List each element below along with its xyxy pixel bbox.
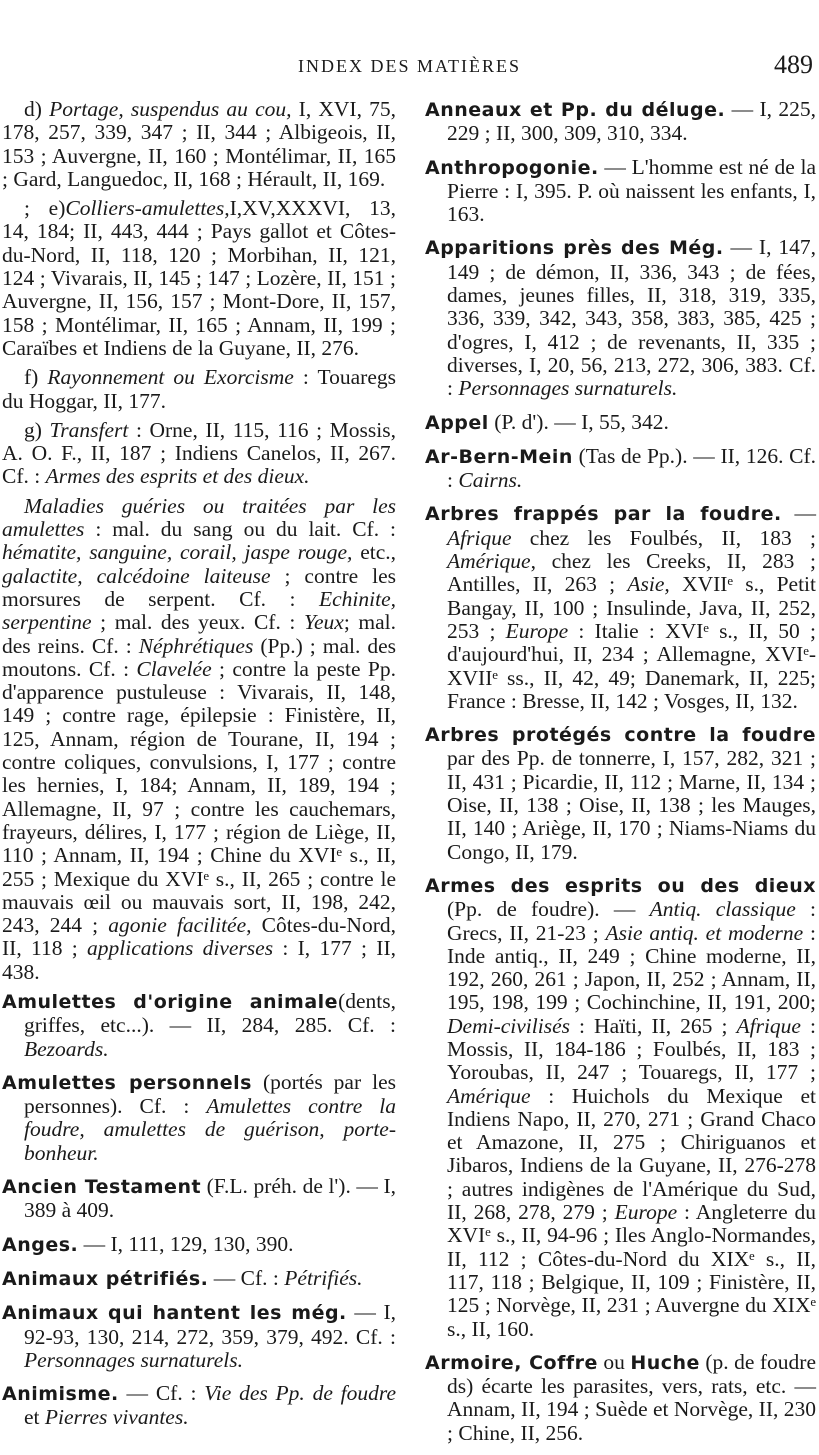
index-entry: Arbres frappés par la foudre. — Afrique chez les Foulbés, II, 183 ; Amérique, chez les Creeks, II, 283 ; Antilles, II, 263 ; Asie, XVIIᵉ s., Petit Bangay, II, 100 ; Insulinde, Java, II, 252, 253 ; Europe : Italie : XVIᵉ s., II, 50 ; d'aujourd'hui, II, 234 ; Allemagne, XVIᵉ-XVIIᵉ ss., II, 42, 49; Danemark, II, 225; France : Bresse, II, 142 ; Vosges, II, 132.	[425, 501, 817, 713]
running-title: INDEX DES MATIÈRES	[298, 56, 521, 76]
subentry-rayonnement: f) Rayonnement ou Exorcisme : Touaregs du Hoggar, II, 177.	[2, 365, 396, 413]
index-entry: Amulettes personnels (portés par les personnes). Cf. : Amulettes contre la foudre, amulettes de guérison, porte-bonheur.	[2, 1069, 396, 1165]
page-number: 489	[774, 50, 813, 79]
right-column	[425, 98, 816, 1455]
index-entry: Ancien Testament (F.L. préh. de l'). — I, 389 à 409.	[2, 1174, 396, 1223]
subentry-portage: d) Portage, suspendus au cou, I, XVI, 75, 178, 257, 339, 347 ; II, 344 ; Albigeois, II, 153 ; Auvergne, II, 160 ; Montélimar, II, 165 ; Gard, Languedoc, II, 168 ; Hérault, II, 169.	[2, 97, 396, 191]
index-entry: Anneaux et Pp. du déluge. — I, 225, 229 ; II, 300, 309, 310, 334.	[425, 97, 816, 146]
left-column	[2, 98, 396, 1440]
index-entry: Apparitions près des Még. — I, 147, 149 ; de démon, II, 336, 343 ; de fées, dames, jeunes filles, II, 318, 319, 335, 336, 339, 342, 343, 358, 383, 385, 425 ; d'ogres, I, 412 ; de revenants, II, 335 ; diverses, I, 20, 56, 213, 272, 306, 383. Cf. : Personnages surnaturels.	[425, 235, 816, 401]
index-entry: Armes des esprits ou des dieux (Pp. de foudre). — Antiq. classique : Grecs, II, 21-23 ; Asie antiq. et moderne : Inde antiq., II, 249 ; Chine moderne, II, 192, 260, 261 ; Japon, II, 252 ; Annam, II, 195, 198, 199 ; Cochinchine, II, 191, 200; Demi-civilisés : Haïti, II, 265 ; Afrique : Mossis, II, 184-186 ; Foulbés, II, 183 ; Yoroubas, II, 247 ; Touaregs, II, 177 ; Amérique : Huichols du Mexique et Indiens Napo, II, 270, 271 ; Grand Chaco et Amazone, II, 275 ; Chiriguanos et Jibaros, Indiens de la Guyane, II, 276-278 ; autres indigènes de l'Amérique du Sud, II, 268, 278, 279 ; Europe : Angleterre du XVIᵉ s., II, 94-96 ; Iles Anglo-Normandes, II, 112 ; Côtes-du-Nord du XIXᵉ s., II, 117, 118 ; Belgique, II, 109 ; Finistère, II, 125 ; Norvège, II, 231 ; Auvergne du XIXᵉ s., II, 160.	[425, 874, 816, 1341]
page-header	[0, 48, 819, 88]
index-entry: Animisme. — Cf. : Vie des Pp. de foudre et Pierres vivantes.	[2, 1381, 396, 1430]
index-entry: Ar-Bern-Mein (Tas de Pp.). — II, 126. Cf. : Cairns.	[425, 443, 816, 493]
subentry-colliers: ; e)Colliers-amulettes,I,XV,XXXVI, 13, 14, 184; II, 443, 444 ; Pays gallot et Côtes-du-Nord, II, 118, 120 ; Morbihan, II, 121, 124 ; Vivarais, II, 145 ; 147 ; Lozère, II, 151 ; Auvergne, II, 156, 157 ; Mont-Dore, II, 157, 158 ; Montélimar, II, 165 ; Annam, II, 199 ; Caraïbes et Indiens de la Guyane, II, 276.	[2, 196, 396, 360]
index-entry: Animaux qui hantent les még. — I, 92-93, 130, 214, 272, 359, 379, 492. Cf. : Personnages surnaturels.	[2, 1300, 396, 1372]
index-entry: Appel (P. d'). — I, 55, 342.	[425, 409, 669, 434]
subentry-maladies: Maladies guéries ou traitées par les amulettes : mal. du sang ou du lait. Cf. : hématite, sanguine, corail, jaspe rouge, etc., galactite, calcédoine laiteuse ; contre les morsures de serpent. Cf. : Echinite, serpentine ; mal. des yeux. Cf. : Yeux; mal. des reins. Cf. : Néphrétiques (Pp.) ; mal. des moutons. Cf. : Clavelée ; contre la peste Pp. d'apparence pustuleuse : Vivarais, II, 148, 149 ; contre rage, épilepsie : Finistère, II, 125, Annam, région de Tourane, II, 194 ; contre coliques, convulsions, I, 177 ; contre les hernies, I, 184; Annam, II, 189, 194 ; Allemagne, II, 97 ; contre les cauchemars, frayeurs, délires, I, 177 ; région de Liège, II, 110 ; Annam, II, 194 ; Chine du XVIᵉ s., II, 255 ; Mexique du XVIᵉ s., II, 265 ; contre le mauvais œil ou mauvais sort, II, 198, 242, 243, 244 ; agonie facilitée, Côtes-du-Nord, II, 118 ; applications diverses : I, 177 ; II, 438.	[2, 493, 396, 984]
index-entry: Armoire, Coffre ou Huche (p. de foudre ds) écarte les parasites, vers, rats, etc. — Annam, II, 194 ; Suède et Norvège, II, 230 ; Chine, II, 256.	[425, 1349, 816, 1445]
index-entry: Animaux pétrifiés. — Cf. : Pétrifiés.	[2, 1265, 363, 1290]
subentry-transfert: g) Transfert : Orne, II, 115, 116 ; Mossis, A. O. F., II, 187 ; Indiens Canelos, II, 267. Cf. : Armes des esprits et des dieux.	[2, 417, 396, 489]
index-entry: Arbres protégés contre la foudre par des Pp. de tonnerre, I, 157, 282, 321 ; II, 431 ; Picardie, II, 112 ; Marne, II, 134 ; Oise, II, 138 ; Oise, II, 138 ; les Mauges, II, 140 ; Ariège, II, 170 ; Niams-Niams du Congo, II, 179.	[425, 724, 816, 864]
index-entry: Anges. — I, 111, 129, 130, 390.	[2, 1231, 294, 1256]
index-entry: Amulettes d'origine animale(dents, griffes, etc...). — II, 284, 285. Cf. : Bezoards.	[2, 988, 396, 1061]
index-entry: Anthropogonie. — L'homme est né de la Pierre : I, 395. P. où naissent les enfants, I, 163.	[425, 154, 816, 227]
